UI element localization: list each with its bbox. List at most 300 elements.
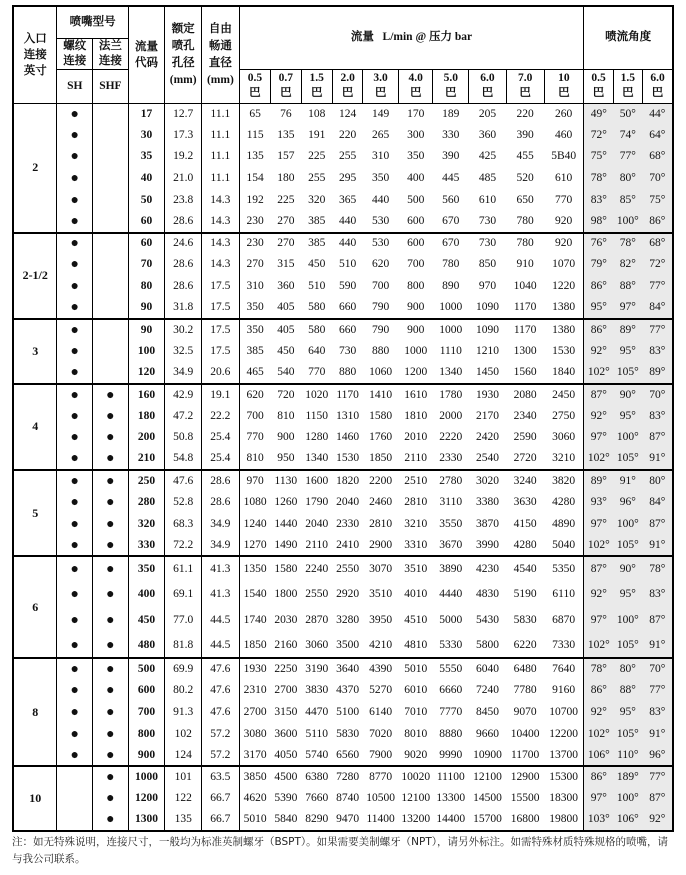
orifice-diameter: 30.2 — [165, 319, 202, 341]
flow-value: 920 — [544, 211, 584, 233]
table-row — [13, 449, 673, 471]
spray-angle: 105° — [613, 362, 642, 384]
flow-value: 5100 — [336, 705, 360, 718]
flow-value: 4050 — [271, 745, 301, 767]
sh-marker: ● — [57, 211, 93, 233]
flow-value: 10500 — [366, 792, 395, 805]
spray-angle: 100° — [613, 607, 642, 633]
flow-value: 6480 — [506, 658, 544, 680]
flow-value: 220 — [339, 128, 357, 141]
free-passage: 28.6 — [202, 470, 240, 492]
flow-value: 770 — [239, 427, 270, 449]
flow-value: 1080 — [239, 492, 270, 514]
flow-value: 465 — [239, 362, 270, 384]
shf-marker: ● — [93, 766, 129, 788]
spray-angle: 44° — [643, 103, 674, 125]
orifice-diameter: 32.5 — [165, 341, 202, 363]
flow-value: 330 — [442, 128, 460, 141]
flow-value: 540 — [271, 362, 301, 384]
flow-value: 620 — [239, 384, 270, 406]
flow-value: 5390 — [274, 792, 298, 805]
spray-angle: 102° — [584, 449, 613, 471]
flow-value: 230 — [239, 211, 270, 233]
spray-angle: 97° — [613, 297, 642, 319]
flow-value: 3850 — [239, 766, 270, 788]
flow-value: 610 — [478, 193, 497, 206]
free-passage: 20.6 — [202, 362, 240, 384]
flow-value: 770 — [544, 189, 584, 211]
orifice-diameter: 24.6 — [165, 233, 202, 255]
spray-angle: 91° — [643, 449, 674, 471]
flow-value: 1000 — [433, 319, 469, 341]
flow-code: 400 — [128, 582, 165, 608]
flow-value: 8450 — [475, 705, 499, 718]
nozzle-spec-table — [12, 5, 674, 832]
spray-angle: 64° — [643, 125, 674, 147]
flow-value: 730 — [339, 344, 357, 357]
flow-value: 4830 — [475, 588, 499, 601]
flow-value: 1000 — [433, 297, 469, 319]
flow-value: 460 — [544, 125, 584, 147]
flow-value: 1310 — [336, 409, 360, 422]
flow-value: 790 — [363, 319, 399, 341]
flow-value: 5040 — [544, 535, 584, 557]
spray-angle: 102° — [584, 723, 613, 745]
spray-angle: 85° — [613, 189, 642, 211]
shf-marker: ● — [93, 427, 129, 449]
spray-angle: 89° — [584, 470, 613, 492]
flow-value: 1530 — [332, 449, 362, 471]
flow-value: 580 — [301, 297, 332, 319]
spray-angle: 89° — [643, 362, 674, 384]
orifice-diameter: 50.8 — [165, 427, 202, 449]
flow-value: 6220 — [506, 633, 544, 659]
flow-value: 11700 — [506, 745, 544, 767]
flow-value: 2110 — [398, 449, 433, 471]
spray-angle: 77° — [643, 276, 674, 298]
flow-value: 365 — [339, 193, 357, 206]
spray-angle: 82° — [613, 254, 642, 276]
flow-value: 530 — [363, 211, 399, 233]
flow-value: 1130 — [271, 470, 301, 492]
flow-value: 1060 — [363, 362, 399, 384]
flow-value: 192 — [239, 189, 270, 211]
shf-marker: ● — [93, 680, 129, 702]
spray-angle: 77° — [643, 319, 674, 341]
spray-angle: 96° — [613, 492, 642, 514]
flow-value: 65 — [239, 103, 270, 125]
sh-marker: ● — [57, 470, 93, 492]
spray-angle: 75° — [584, 146, 613, 168]
pressure-header: 1.5 巴 — [301, 69, 332, 103]
spray-angle: 78° — [643, 556, 674, 582]
spray-angle: 76° — [584, 233, 613, 255]
flow-value: 1240 — [239, 513, 270, 535]
flow-code: 17 — [128, 103, 165, 125]
header-flow-code: 流量 代码 — [128, 6, 165, 103]
sh-marker: ● — [57, 658, 93, 680]
sh-marker: ● — [57, 427, 93, 449]
pressure-header: 0.5 巴 — [239, 69, 270, 103]
shf-marker: ● — [93, 582, 129, 608]
flow-value: 900 — [277, 431, 295, 444]
header-free-passage: 自由 畅通 直径 (mm) — [202, 6, 240, 103]
inlet-size: 6 — [13, 556, 57, 658]
shf-marker — [93, 103, 129, 125]
flow-value: 2110 — [301, 535, 332, 557]
flow-code: 450 — [128, 607, 165, 633]
flow-value: 3070 — [363, 556, 399, 582]
free-passage: 17.5 — [202, 319, 240, 341]
spray-angle: 88° — [613, 276, 642, 298]
flow-value: 270 — [271, 233, 301, 255]
spray-angle: 105° — [613, 449, 642, 471]
flow-value: 270 — [239, 254, 270, 276]
spray-angle: 189° — [613, 766, 642, 788]
flow-value: 730 — [469, 211, 507, 233]
flow-value: 2330 — [433, 449, 469, 471]
flow-value: 3550 — [439, 517, 463, 530]
table-row — [13, 766, 673, 788]
flow-value: 230 — [239, 233, 270, 255]
shf-marker — [93, 125, 129, 147]
shf-marker — [93, 146, 129, 168]
sh-marker: ● — [57, 297, 93, 319]
spray-angle: 86° — [584, 766, 613, 788]
flow-value: 320 — [308, 193, 326, 206]
shf-marker: ● — [93, 384, 129, 406]
flow-value: 2010 — [404, 431, 428, 444]
spray-angle: 100° — [613, 211, 642, 233]
flow-value: 4280 — [544, 492, 584, 514]
flow-value: 1270 — [239, 535, 270, 557]
flow-code: 480 — [128, 633, 165, 659]
flow-value: 315 — [277, 258, 295, 271]
free-passage: 11.1 — [202, 103, 240, 125]
pressure-header: 6.0 巴 — [469, 69, 507, 103]
spray-angle: 90° — [613, 556, 642, 582]
flow-value: 2780 — [433, 470, 469, 492]
flow-value: 260 — [544, 103, 584, 125]
sh-marker: ● — [57, 607, 93, 633]
flow-value: 6660 — [439, 684, 463, 697]
table-row — [13, 470, 673, 492]
flow-value: 7780 — [513, 684, 537, 697]
flow-value: 9160 — [544, 680, 584, 702]
flow-value: 3060 — [301, 633, 332, 659]
orifice-diameter: 69.1 — [165, 582, 202, 608]
orifice-diameter: 77.0 — [165, 607, 202, 633]
flow-value: 170 — [398, 103, 433, 125]
flow-value: 4810 — [398, 633, 433, 659]
free-passage: 17.5 — [202, 297, 240, 319]
orifice-diameter: 81.8 — [165, 633, 202, 659]
flow-value: 1020 — [301, 384, 332, 406]
flow-value: 19800 — [544, 810, 584, 832]
flow-code: 600 — [128, 680, 165, 702]
free-passage: 19.1 — [202, 384, 240, 406]
free-passage: 11.1 — [202, 125, 240, 147]
spray-angle: 97° — [584, 427, 613, 449]
flow-value: 11400 — [363, 810, 399, 832]
flow-value: 1350 — [239, 556, 270, 582]
flow-value: 15300 — [544, 766, 584, 788]
flow-value: 2550 — [332, 556, 362, 582]
flow-value: 910 — [516, 258, 534, 271]
spray-angle: 106° — [584, 745, 613, 767]
sh-marker: ● — [57, 680, 93, 702]
spray-angle: 70° — [643, 168, 674, 190]
flow-value: 18300 — [544, 788, 584, 810]
spray-angle: 105° — [613, 535, 642, 557]
flow-value: 3210 — [404, 517, 428, 530]
flow-value: 255 — [339, 150, 357, 163]
flow-value: 1170 — [332, 384, 362, 406]
flow-value: 4470 — [305, 705, 329, 718]
table-row — [13, 513, 673, 535]
table-row — [13, 405, 673, 427]
flow-value: 4440 — [439, 588, 463, 601]
table-row — [13, 276, 673, 298]
flow-value: 2700 — [274, 684, 298, 697]
sh-marker: ● — [57, 449, 93, 471]
flow-value: 1580 — [271, 556, 301, 582]
flow-value: 450 — [277, 344, 295, 357]
flow-value: 350 — [407, 150, 425, 163]
spray-angle: 89° — [613, 319, 642, 341]
flow-value: 520 — [516, 172, 534, 185]
flow-code: 800 — [128, 723, 165, 745]
table-row — [13, 103, 673, 125]
orifice-diameter: 47.6 — [165, 470, 202, 492]
sh-marker — [57, 766, 93, 788]
spray-angle: 70° — [643, 384, 674, 406]
flow-value: 1280 — [305, 431, 329, 444]
flow-value: 4150 — [513, 517, 537, 530]
orifice-diameter: 52.8 — [165, 492, 202, 514]
flow-value: 385 — [301, 211, 332, 233]
flow-value: 9990 — [433, 745, 469, 767]
sh-marker: ● — [57, 362, 93, 384]
orifice-diameter: 69.9 — [165, 658, 202, 680]
orifice-diameter: 28.6 — [165, 254, 202, 276]
flow-value: 2080 — [506, 384, 544, 406]
orifice-diameter: 124 — [165, 745, 202, 767]
inlet-size: 3 — [13, 319, 57, 384]
sh-marker: ● — [57, 103, 93, 125]
flow-value: 180 — [277, 172, 295, 185]
flow-value: 3830 — [305, 684, 329, 697]
flow-value: 8740 — [336, 792, 360, 805]
flow-value: 135 — [277, 128, 295, 141]
table-row — [13, 702, 673, 724]
free-passage: 63.5 — [202, 766, 240, 788]
flow-value: 1820 — [332, 470, 362, 492]
flow-value: 900 — [398, 297, 433, 319]
table-row — [13, 658, 673, 680]
header-orifice: 额定 喷孔 孔径 (mm) — [165, 6, 202, 103]
flow-value: 191 — [308, 128, 326, 141]
flow-value: 2200 — [363, 470, 399, 492]
flow-value: 3020 — [469, 470, 507, 492]
flow-code: 120 — [128, 362, 165, 384]
spray-angle: 91° — [643, 723, 674, 745]
spray-angle: 49° — [584, 103, 613, 125]
spray-angle: 95° — [613, 405, 642, 427]
flow-value: 970 — [239, 470, 270, 492]
flow-value: 3950 — [369, 613, 393, 626]
pressure-header: 4.0 巴 — [398, 69, 433, 103]
flow-code: 160 — [128, 384, 165, 406]
flow-value: 6140 — [369, 705, 393, 718]
flow-value: 1090 — [469, 297, 507, 319]
table-row — [13, 745, 673, 767]
shf-marker: ● — [93, 658, 129, 680]
flow-value: 4010 — [404, 588, 428, 601]
flow-value: 1300 — [513, 344, 537, 357]
sh-marker: ● — [57, 384, 93, 406]
table-row — [13, 168, 673, 190]
flow-value: 385 — [301, 233, 332, 255]
flow-value: 1040 — [513, 280, 537, 293]
sh-marker: ● — [57, 556, 93, 582]
sh-marker: ● — [57, 535, 93, 557]
orifice-diameter: 47.2 — [165, 405, 202, 427]
free-passage: 44.5 — [202, 607, 240, 633]
flow-code: 100 — [128, 341, 165, 363]
spray-angle: 100° — [613, 513, 642, 535]
flow-value: 14500 — [473, 792, 502, 805]
table-row — [13, 607, 673, 633]
flow-value: 670 — [433, 211, 469, 233]
spray-angle: 75° — [643, 189, 674, 211]
flow-value: 9470 — [332, 810, 362, 832]
header-flow-title: 流量 L/min @ 压力 bar — [239, 6, 584, 69]
table-row — [13, 788, 673, 810]
flow-value: 3870 — [475, 517, 499, 530]
flow-value: 950 — [271, 449, 301, 471]
flow-value: 7010 — [404, 705, 428, 718]
flow-value: 10400 — [510, 727, 540, 740]
flow-value: 425 — [478, 150, 497, 163]
table-row — [13, 680, 673, 702]
free-passage: 22.2 — [202, 405, 240, 427]
flow-value: 400 — [407, 172, 425, 185]
flow-code: 330 — [128, 535, 165, 557]
spray-angle: 68° — [643, 233, 674, 255]
flow-value: 3190 — [301, 658, 332, 680]
shf-marker — [93, 276, 129, 298]
spray-angle: 77° — [643, 766, 674, 788]
free-passage: 25.4 — [202, 427, 240, 449]
flow-value: 1340 — [433, 362, 469, 384]
flow-value: 135 — [239, 146, 270, 168]
spray-angle: 86° — [584, 276, 613, 298]
flow-code: 70 — [128, 254, 165, 276]
flow-value: 5330 — [433, 633, 469, 659]
orifice-diameter: 80.2 — [165, 680, 202, 702]
flow-value: 660 — [332, 319, 362, 341]
spray-angle: 80° — [613, 168, 642, 190]
flow-value: 300 — [407, 128, 425, 141]
flow-value: 670 — [433, 233, 469, 255]
inlet-size: 4 — [13, 384, 57, 470]
orifice-diameter: 135 — [165, 810, 202, 832]
flow-value: 7330 — [544, 633, 584, 659]
flow-code: 40 — [128, 168, 165, 190]
flow-value: 610 — [544, 168, 584, 190]
flow-value: 2590 — [513, 431, 537, 444]
flow-value: 1810 — [404, 409, 428, 422]
flow-value: 3060 — [544, 427, 584, 449]
flow-code: 500 — [128, 658, 165, 680]
flow-value: 1460 — [336, 431, 360, 444]
flow-value: 350 — [371, 172, 390, 185]
angle-pressure-header: 1.5 巴 — [613, 69, 642, 103]
flow-value: 5800 — [469, 633, 507, 659]
spray-angle: 50° — [613, 103, 642, 125]
flow-value: 108 — [301, 103, 332, 125]
flow-code: 1000 — [128, 766, 165, 788]
flow-value: 154 — [239, 168, 270, 190]
flow-value: 780 — [442, 258, 460, 271]
flow-value: 2720 — [506, 449, 544, 471]
table-row — [13, 723, 673, 745]
pressure-header: 0.7 巴 — [271, 69, 301, 103]
flow-value: 6040 — [469, 658, 507, 680]
flow-value: 10700 — [544, 702, 584, 724]
spray-angle: 87° — [643, 513, 674, 535]
spray-angle: 78° — [584, 168, 613, 190]
flow-value: 4370 — [336, 684, 360, 697]
flow-value: 880 — [371, 344, 390, 357]
spray-angle: 100° — [613, 788, 642, 810]
flow-value: 6380 — [301, 766, 332, 788]
flow-value: 4540 — [506, 556, 544, 582]
flow-value: 2900 — [363, 535, 399, 557]
flow-value: 1760 — [369, 431, 393, 444]
flow-value: 3820 — [544, 470, 584, 492]
flow-value: 2030 — [274, 613, 298, 626]
header-nozzle-type: 喷嘴型号 — [57, 6, 128, 38]
flow-value: 5270 — [369, 684, 393, 697]
flow-value: 1380 — [544, 297, 584, 319]
orifice-diameter: 42.9 — [165, 384, 202, 406]
table-row — [13, 319, 673, 341]
flow-code: 200 — [128, 427, 165, 449]
flow-value: 2810 — [369, 517, 393, 530]
flow-value: 2450 — [544, 384, 584, 406]
spray-angle: 78° — [613, 233, 642, 255]
flow-value: 440 — [332, 211, 362, 233]
flow-value: 1540 — [239, 582, 270, 608]
spray-angle: 70° — [643, 658, 674, 680]
spray-angle: 68° — [643, 146, 674, 168]
spray-angle: 97° — [584, 788, 613, 810]
shf-marker — [93, 319, 129, 341]
orifice-diameter: 31.8 — [165, 297, 202, 319]
free-passage: 14.3 — [202, 233, 240, 255]
table-row — [13, 556, 673, 582]
flow-value: 2870 — [305, 613, 329, 626]
flow-value: 2420 — [475, 431, 499, 444]
spray-angle: 86° — [584, 319, 613, 341]
table-row — [13, 362, 673, 384]
free-passage: 28.6 — [202, 492, 240, 514]
flow-value: 220 — [506, 103, 544, 125]
flow-value: 5010 — [239, 810, 270, 832]
spray-angle: 92° — [584, 582, 613, 608]
